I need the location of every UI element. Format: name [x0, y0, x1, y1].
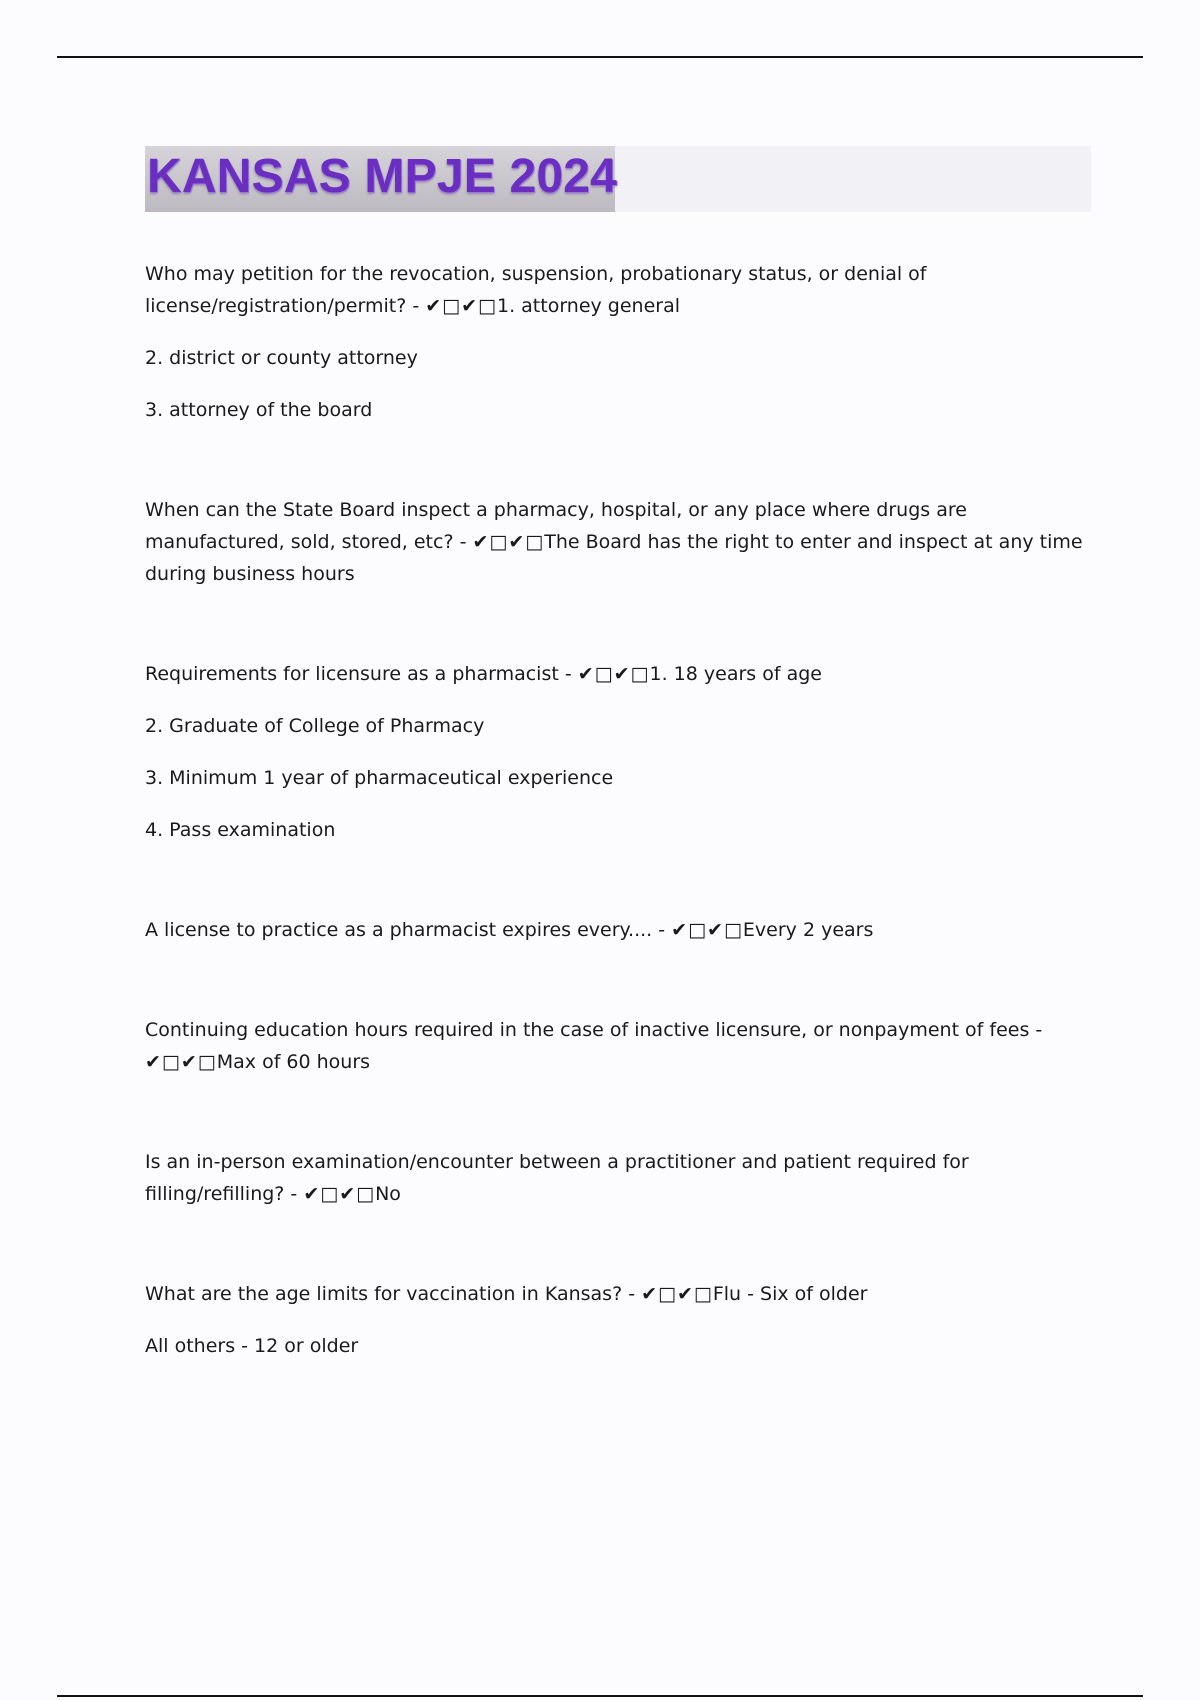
- flashcard: [145, 1146, 1095, 1210]
- flashcard: [145, 1014, 1095, 1078]
- separator: -: [406, 295, 426, 317]
- question-text: What are the age limits for vaccination in Kansas?: [145, 1283, 623, 1305]
- answer-text: Every 2 years: [742, 919, 874, 941]
- flashcard-list: [145, 258, 1095, 1430]
- separator: -: [284, 1183, 304, 1205]
- flashcard: [145, 914, 1095, 946]
- question-text: Continuing education hours required in the case of inactive licensure, or nonpayment of fees: [145, 1019, 1030, 1041]
- question-line: [145, 258, 1095, 322]
- answer-line: All others - 12 or older: [145, 1335, 359, 1357]
- checkmark-icon: ✔□✔□: [303, 1183, 376, 1205]
- answer-line: 2. district or county attorney: [145, 347, 418, 369]
- checkmark-icon: ✔□✔□: [472, 531, 545, 553]
- answer-text: 1. 18 years of age: [649, 663, 822, 685]
- document-title: KANSAS MPJE 2024: [147, 150, 618, 203]
- top-rule: [57, 56, 1143, 58]
- flashcard: [145, 658, 1095, 846]
- separator: -: [558, 663, 578, 685]
- separator: -: [453, 531, 473, 553]
- separator: -: [652, 919, 672, 941]
- bottom-rule: [57, 1695, 1143, 1697]
- answer-text: 1. attorney general: [496, 295, 681, 317]
- question-text: Who may petition for the revocation, suspension, probationary status, or denial of license/registration/permit?: [145, 263, 927, 317]
- checkmark-icon: ✔□✔□: [425, 295, 497, 317]
- answer-text: The Board has the right to enter and inspect at any time during business hours: [145, 531, 1083, 585]
- checkmark-icon: ✔□✔□: [145, 1051, 217, 1073]
- question-line: [145, 658, 1095, 690]
- answer-text: No: [375, 1183, 401, 1205]
- answer-text: Max of 60 hours: [216, 1051, 371, 1073]
- answer-line: 4. Pass examination: [145, 819, 336, 841]
- answer-line: 3. attorney of the board: [145, 399, 373, 421]
- question-text: When can the State Board inspect a pharmacy, hospital, or any place where drugs are manufactured, sold, stored, etc?: [145, 499, 967, 553]
- answer-line: 2. Graduate of College of Pharmacy: [145, 715, 485, 737]
- answer-text: Flu - Six of older: [712, 1283, 868, 1305]
- question-line: [145, 494, 1095, 590]
- question-line: [145, 914, 1095, 946]
- question-line: [145, 1014, 1095, 1078]
- flashcard: [145, 494, 1095, 590]
- checkmark-icon: ✔□✔□: [577, 663, 650, 685]
- flashcard: [145, 258, 1095, 426]
- question-text: Requirements for licensure as a pharmacist: [145, 663, 559, 685]
- checkmark-icon: ✔□✔□: [641, 1283, 713, 1305]
- question-text: A license to practice as a pharmacist expires every....: [145, 919, 653, 941]
- flashcard: [145, 1278, 1095, 1362]
- question-line: [145, 1146, 1095, 1210]
- question-line: [145, 1278, 1095, 1310]
- separator: -: [1029, 1019, 1043, 1041]
- question-text: Is an in-person examination/encounter between a practitioner and patient required for filling/refilling?: [145, 1151, 969, 1205]
- answer-line: 3. Minimum 1 year of pharmaceutical experience: [145, 767, 614, 789]
- separator: -: [622, 1283, 642, 1305]
- checkmark-icon: ✔□✔□: [671, 919, 743, 941]
